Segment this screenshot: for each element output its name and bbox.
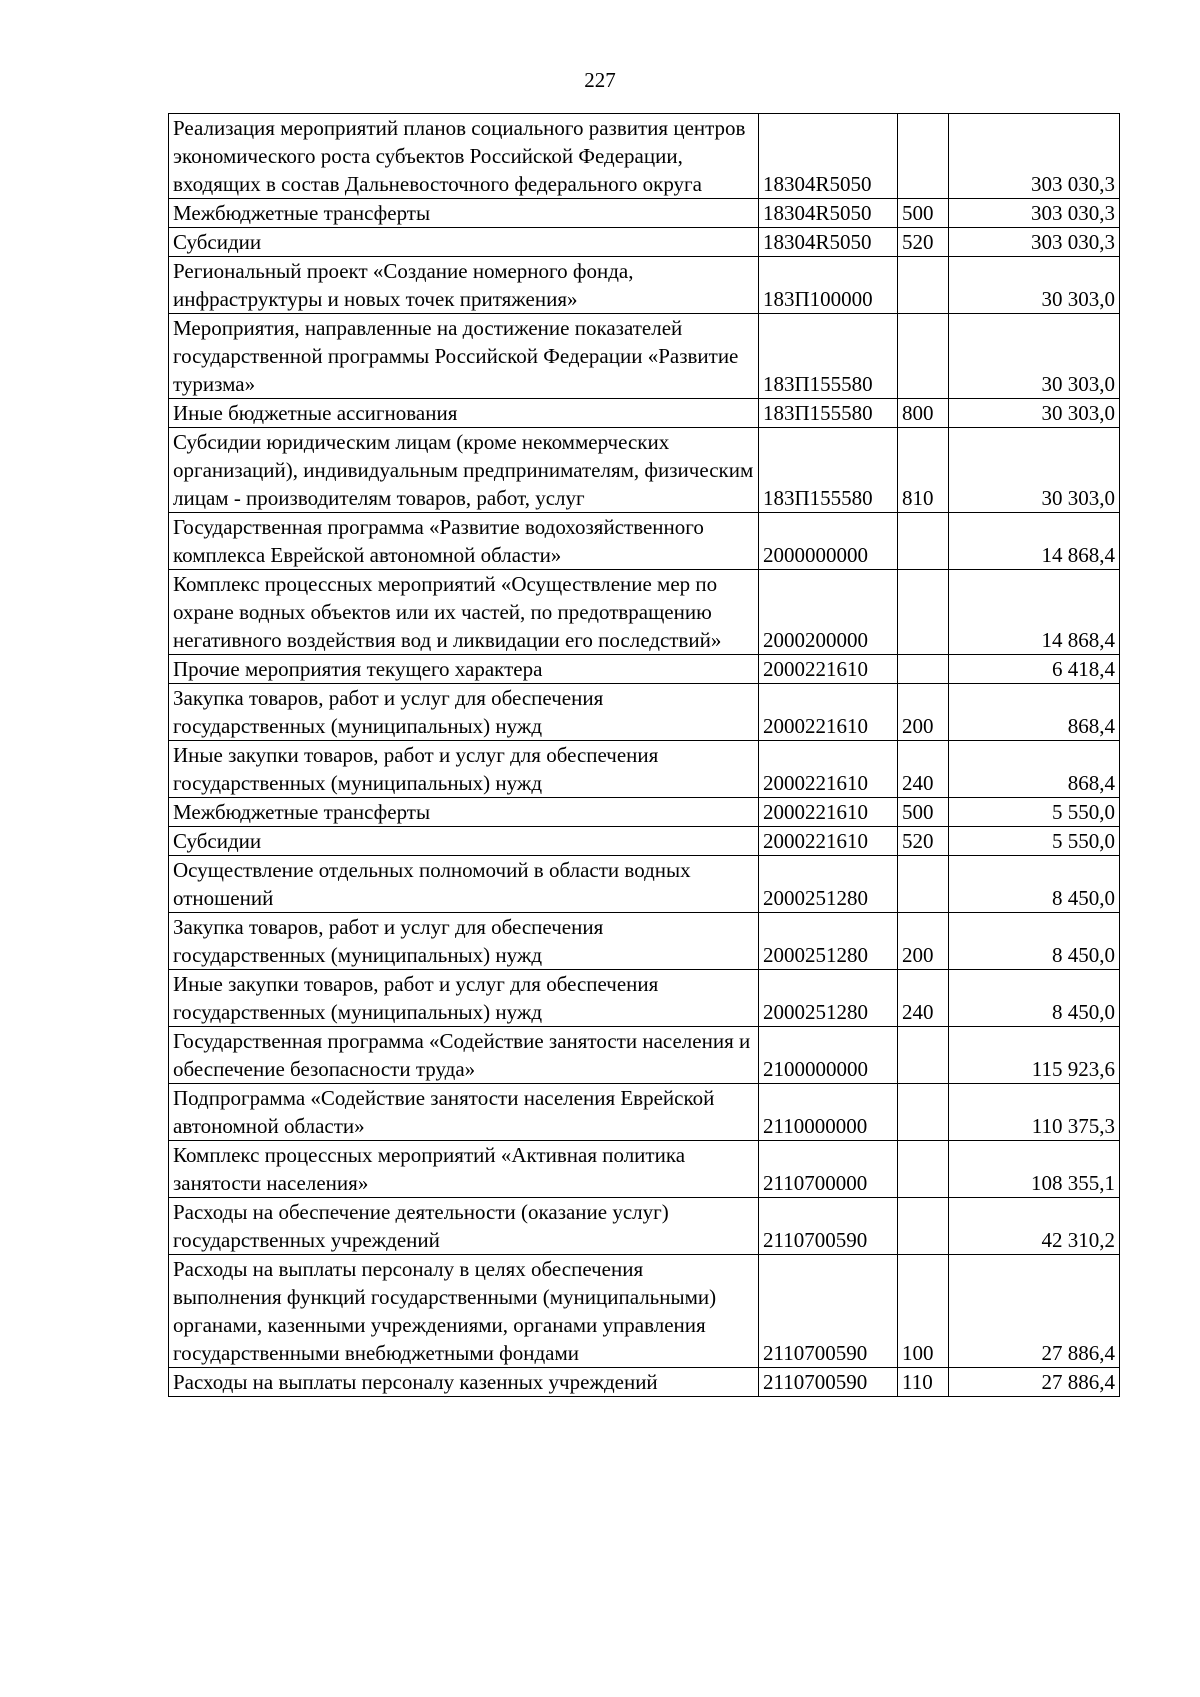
row-expense-type-cell: 240: [898, 970, 949, 1027]
row-amount-cell: 42 310,2: [949, 1198, 1120, 1255]
row-code-cell: 2000251280: [759, 913, 898, 970]
row-code-cell: 2000251280: [759, 970, 898, 1027]
row-expense-type-cell: 200: [898, 913, 949, 970]
row-name-cell: Закупка товаров, работ и услуг для обеспечения государственных (муниципальных) нужд: [169, 684, 759, 741]
row-amount-cell: 8 450,0: [949, 970, 1120, 1027]
row-amount-cell: 8 450,0: [949, 913, 1120, 970]
row-code-cell: 2110700000: [759, 1141, 898, 1198]
row-code-cell: 2000221610: [759, 798, 898, 827]
row-name-cell: Осуществление отдельных полномочий в области водных отношений: [169, 856, 759, 913]
row-name-cell: Субсидии: [169, 228, 759, 257]
row-amount-cell: 110 375,3: [949, 1084, 1120, 1141]
row-name-cell: Государственная программа «Развитие водохозяйственного комплекса Еврейской автономной области»: [169, 513, 759, 570]
row-amount-cell: 30 303,0: [949, 428, 1120, 513]
table-row: [169, 1368, 1120, 1397]
row-amount-cell: 30 303,0: [949, 399, 1120, 428]
row-code-cell: 18304R5050: [759, 228, 898, 257]
row-amount-cell: 868,4: [949, 741, 1120, 798]
row-code-cell: 183П100000: [759, 257, 898, 314]
table-row: [169, 970, 1120, 1027]
page-number: 227: [584, 68, 616, 92]
row-name-cell: Иные закупки товаров, работ и услуг для обеспечения государственных (муниципальных) нужд: [169, 970, 759, 1027]
row-expense-type-cell: 800: [898, 399, 949, 428]
budget-table-body: [169, 114, 1120, 1397]
row-name-cell: Реализация мероприятий планов социального развития центров экономического роста субъектов Российской Федерации, входящих в состав Дальневосточного федерального округа: [169, 114, 759, 199]
row-amount-cell: 14 868,4: [949, 570, 1120, 655]
row-amount-cell: 5 550,0: [949, 827, 1120, 856]
table-row: [169, 399, 1120, 428]
row-expense-type-cell: 810: [898, 428, 949, 513]
row-name-cell: Иные закупки товаров, работ и услуг для обеспечения государственных (муниципальных) нужд: [169, 741, 759, 798]
row-name-cell: Субсидии юридическим лицам (кроме некоммерческих организаций), индивидуальным предпринимателям, физическим лицам - производителям товаров, работ, услуг: [169, 428, 759, 513]
row-amount-cell: 115 923,6: [949, 1027, 1120, 1084]
row-expense-type-cell: 500: [898, 199, 949, 228]
row-name-cell: Субсидии: [169, 827, 759, 856]
row-name-cell: Межбюджетные трансферты: [169, 199, 759, 228]
row-expense-type-cell: 520: [898, 827, 949, 856]
row-expense-type-cell: [898, 1027, 949, 1084]
row-name-cell: Межбюджетные трансферты: [169, 798, 759, 827]
table-row: [169, 228, 1120, 257]
table-row: [169, 798, 1120, 827]
table-row: [169, 827, 1120, 856]
row-amount-cell: 14 868,4: [949, 513, 1120, 570]
row-expense-type-cell: [898, 1141, 949, 1198]
row-amount-cell: 8 450,0: [949, 856, 1120, 913]
table-row: [169, 428, 1120, 513]
row-code-cell: 2110000000: [759, 1084, 898, 1141]
row-amount-cell: 6 418,4: [949, 655, 1120, 684]
table-row: [169, 257, 1120, 314]
row-name-cell: Расходы на обеспечение деятельности (оказание услуг) государственных учреждений: [169, 1198, 759, 1255]
row-amount-cell: 108 355,1: [949, 1141, 1120, 1198]
row-code-cell: 183П155580: [759, 314, 898, 399]
table-row: [169, 1198, 1120, 1255]
table-row: [169, 114, 1120, 199]
table-row: [169, 1255, 1120, 1368]
row-expense-type-cell: [898, 1198, 949, 1255]
row-name-cell: Расходы на выплаты персоналу в целях обеспечения выполнения функций государственными (муниципальными) органами, казенными учреждениями, органами управления государственными внебюджетными фондами: [169, 1255, 759, 1368]
row-expense-type-cell: 200: [898, 684, 949, 741]
row-expense-type-cell: 110: [898, 1368, 949, 1397]
row-code-cell: 183П155580: [759, 399, 898, 428]
row-expense-type-cell: [898, 114, 949, 199]
row-code-cell: 183П155580: [759, 428, 898, 513]
row-expense-type-cell: [898, 314, 949, 399]
table-row: [169, 856, 1120, 913]
row-code-cell: 2110700590: [759, 1255, 898, 1368]
row-amount-cell: 303 030,3: [949, 199, 1120, 228]
row-code-cell: 2100000000: [759, 1027, 898, 1084]
row-expense-type-cell: 240: [898, 741, 949, 798]
row-amount-cell: 5 550,0: [949, 798, 1120, 827]
row-name-cell: Региональный проект «Создание номерного фонда, инфраструктуры и новых точек притяжения»: [169, 257, 759, 314]
table-row: [169, 513, 1120, 570]
row-name-cell: Закупка товаров, работ и услуг для обеспечения государственных (муниципальных) нужд: [169, 913, 759, 970]
table-row: [169, 1141, 1120, 1198]
row-name-cell: Комплекс процессных мероприятий «Осуществление мер по охране водных объектов или их частей, по предотвращению негативного воздействия вод и ликвидации его последствий»: [169, 570, 759, 655]
row-amount-cell: 303 030,3: [949, 228, 1120, 257]
table-row: [169, 570, 1120, 655]
table-row: [169, 1027, 1120, 1084]
row-expense-type-cell: [898, 655, 949, 684]
table-row: [169, 741, 1120, 798]
row-expense-type-cell: [898, 257, 949, 314]
row-amount-cell: 30 303,0: [949, 257, 1120, 314]
row-expense-type-cell: 520: [898, 228, 949, 257]
row-amount-cell: 27 886,4: [949, 1255, 1120, 1368]
row-expense-type-cell: [898, 570, 949, 655]
table-row: [169, 684, 1120, 741]
row-expense-type-cell: [898, 513, 949, 570]
table-row: [169, 655, 1120, 684]
row-code-cell: 2000221610: [759, 741, 898, 798]
row-code-cell: 2110700590: [759, 1198, 898, 1255]
table-row: [169, 314, 1120, 399]
row-code-cell: 18304R5050: [759, 199, 898, 228]
row-expense-type-cell: [898, 856, 949, 913]
row-code-cell: 2000221610: [759, 655, 898, 684]
row-name-cell: Расходы на выплаты персоналу казенных учреждений: [169, 1368, 759, 1397]
row-code-cell: 2000221610: [759, 684, 898, 741]
table-row: [169, 1084, 1120, 1141]
row-name-cell: Государственная программа «Содействие занятости населения и обеспечение безопасности труда»: [169, 1027, 759, 1084]
table-row: [169, 913, 1120, 970]
row-code-cell: 2000221610: [759, 827, 898, 856]
budget-table: [168, 113, 1120, 1397]
row-code-cell: 2110700590: [759, 1368, 898, 1397]
row-name-cell: Комплекс процессных мероприятий «Активная политика занятости населения»: [169, 1141, 759, 1198]
row-amount-cell: 30 303,0: [949, 314, 1120, 399]
row-code-cell: 2000251280: [759, 856, 898, 913]
row-code-cell: 2000000000: [759, 513, 898, 570]
row-expense-type-cell: 100: [898, 1255, 949, 1368]
row-name-cell: Мероприятия, направленные на достижение показателей государственной программы Российской Федерации «Развитие туризма»: [169, 314, 759, 399]
row-code-cell: 18304R5050: [759, 114, 898, 199]
table-row: [169, 199, 1120, 228]
row-amount-cell: 868,4: [949, 684, 1120, 741]
row-amount-cell: 303 030,3: [949, 114, 1120, 199]
row-name-cell: Прочие мероприятия текущего характера: [169, 655, 759, 684]
row-expense-type-cell: 500: [898, 798, 949, 827]
row-code-cell: 2000200000: [759, 570, 898, 655]
row-amount-cell: 27 886,4: [949, 1368, 1120, 1397]
row-name-cell: Подпрограмма «Содействие занятости населения Еврейской автономной области»: [169, 1084, 759, 1141]
row-name-cell: Иные бюджетные ассигнования: [169, 399, 759, 428]
row-expense-type-cell: [898, 1084, 949, 1141]
